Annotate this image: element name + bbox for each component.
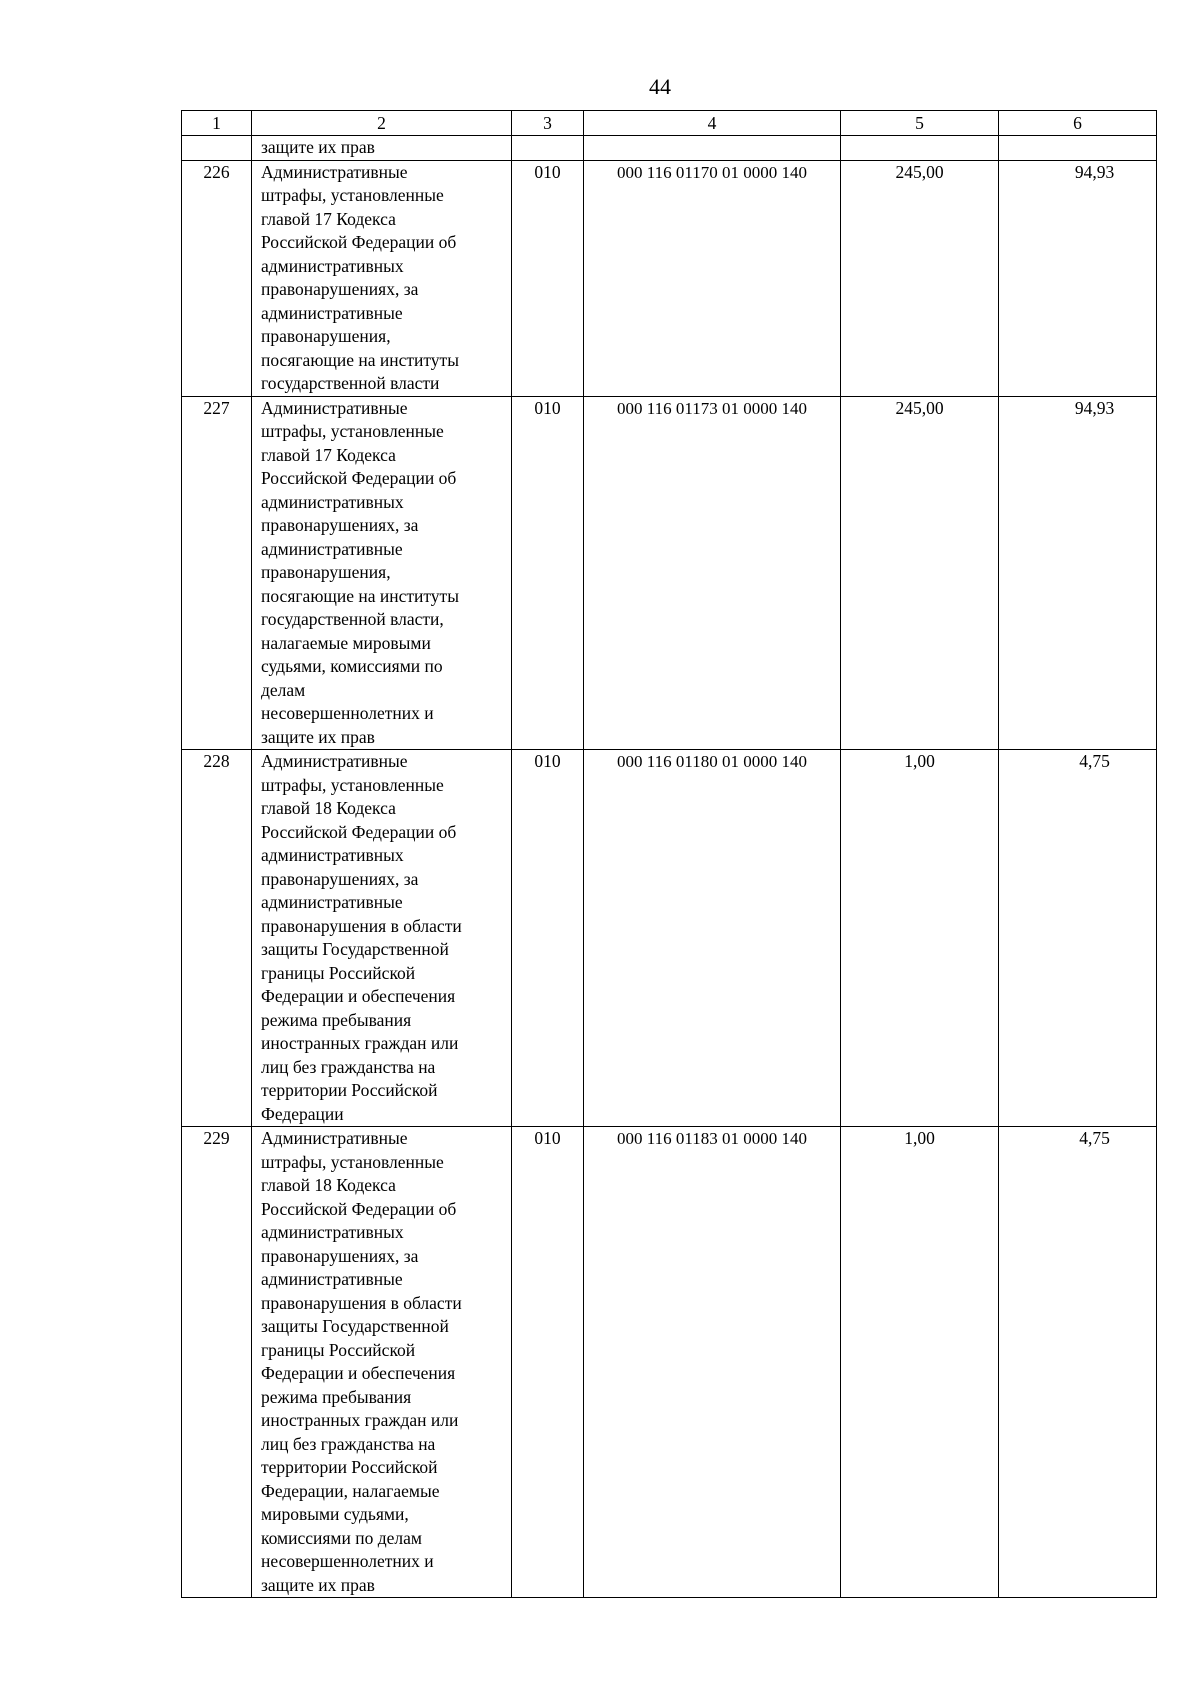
row-kbk: 000 116 01173 01 0000 140: [584, 396, 841, 750]
column-header-4: 4: [584, 111, 841, 136]
continuation-cell-3: [512, 136, 584, 161]
row-description: Административные штрафы, установленные главой 18 Кодекса Российской Федерации об административных правонарушениях, за административные правонарушения в области защиты Государственной границы Российской Федерации и обеспечения режима пребывания иностранных граждан или лиц без гражданства на территории Российской Федерации, налагаемые мировыми судьями, комиссиями по делам несовершеннолетних и защите их прав: [252, 1127, 512, 1598]
table-row: [182, 1127, 1157, 1598]
row-col5: 1,00: [841, 750, 999, 1127]
continuation-num-cell: [182, 136, 252, 161]
row-description: Административные штрафы, установленные главой 18 Кодекса Российской Федерации об административных правонарушениях, за административные правонарушения в области защиты Государственной границы Российской Федерации и обеспечения режима пребывания иностранных граждан или лиц без гражданства на территории Российской Федерации: [252, 750, 512, 1127]
column-header-3: 3: [512, 111, 584, 136]
column-header-2: 2: [252, 111, 512, 136]
continuation-row: [182, 136, 1157, 161]
table-header-row: [182, 111, 1157, 136]
column-header-1: 1: [182, 111, 252, 136]
table-row: [182, 396, 1157, 750]
row-col5: 245,00: [841, 160, 999, 396]
column-header-6: 6: [999, 111, 1157, 136]
table-row: [182, 160, 1157, 396]
column-header-5: 5: [841, 111, 999, 136]
continuation-cell-5: [841, 136, 999, 161]
row-code: 010: [512, 160, 584, 396]
row-col5: 1,00: [841, 1127, 999, 1598]
row-description: Административные штрафы, установленные главой 17 Кодекса Российской Федерации об административных правонарушениях, за административные правонарушения, посягающие на институты государственной власти: [252, 160, 512, 396]
row-code: 010: [512, 750, 584, 1127]
row-kbk: 000 116 01170 01 0000 140: [584, 160, 841, 396]
continuation-cell-4: [584, 136, 841, 161]
continuation-text: защите их прав: [252, 136, 512, 161]
row-number: 229: [182, 1127, 252, 1598]
table-row: [182, 750, 1157, 1127]
row-kbk: 000 116 01180 01 0000 140: [584, 750, 841, 1127]
page-number: 44: [649, 74, 671, 99]
row-col6: 94,93: [999, 160, 1157, 396]
row-code: 010: [512, 1127, 584, 1598]
row-col5: 245,00: [841, 396, 999, 750]
row-description: Административные штрафы, установленные главой 17 Кодекса Российской Федерации об административных правонарушениях, за административные правонарушения, посягающие на институты государственной власти, налагаемые мировыми судьями, комиссиями по делам несовершеннолетних и защите их прав: [252, 396, 512, 750]
continuation-cell-6: [999, 136, 1157, 161]
row-col6: 4,75: [999, 750, 1157, 1127]
row-number: 228: [182, 750, 252, 1127]
row-number: 226: [182, 160, 252, 396]
row-code: 010: [512, 396, 584, 750]
row-col6: 4,75: [999, 1127, 1157, 1598]
row-kbk: 000 116 01183 01 0000 140: [584, 1127, 841, 1598]
row-number: 227: [182, 396, 252, 750]
row-col6: 94,93: [999, 396, 1157, 750]
budget-table: [181, 110, 1157, 1598]
